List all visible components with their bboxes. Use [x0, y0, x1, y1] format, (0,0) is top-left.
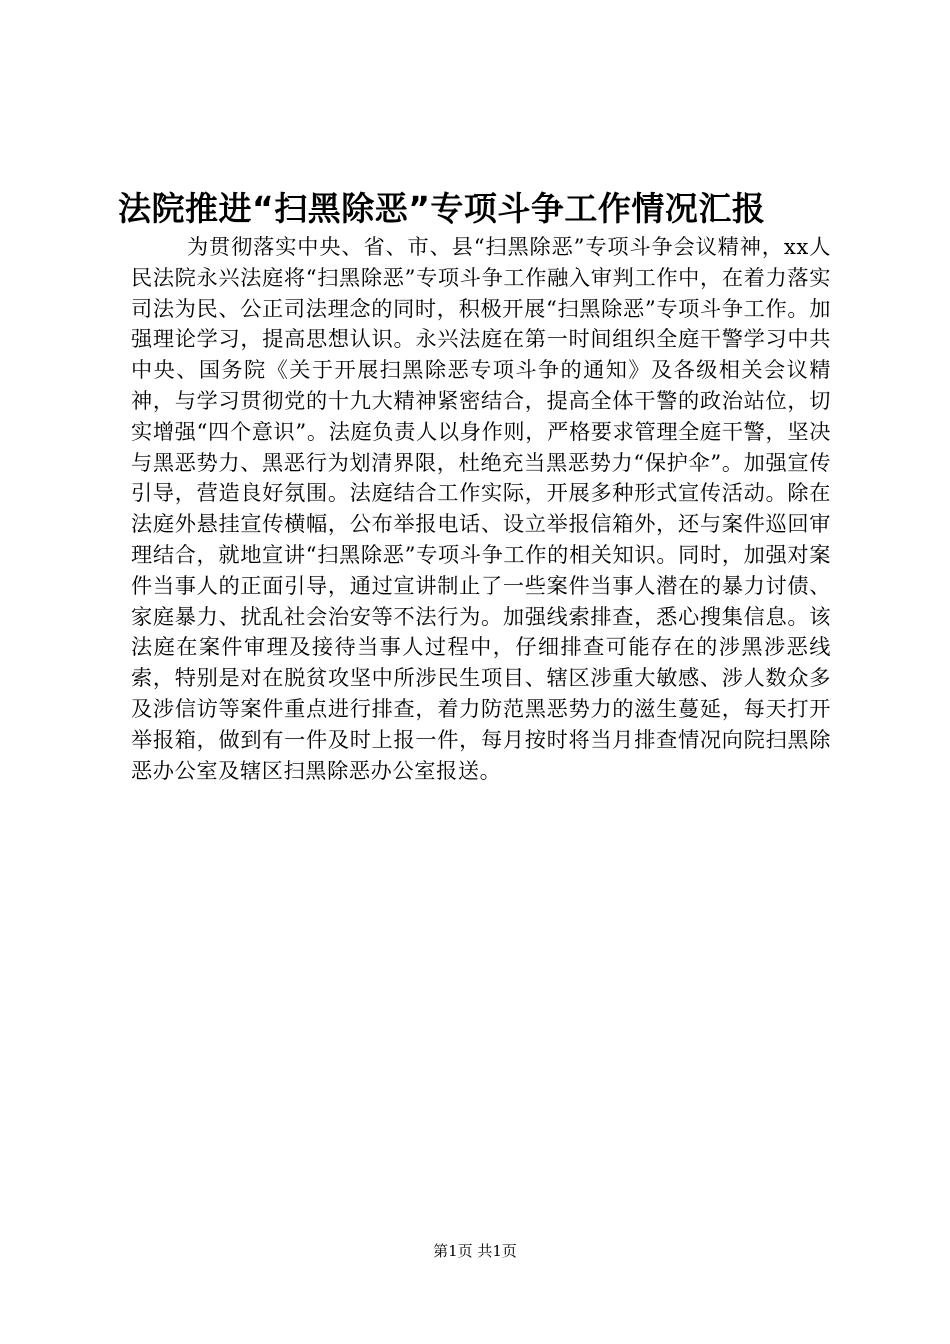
document-body-paragraph: 为贯彻落实中央、省、市、县“扫黑除恶”专项斗争会议精神，xx人民法院永兴法庭将“扫黑除恶”专项斗争工作融入审判工作中，在着力落实司法为民、公正司法理念的同时，积极开展“扫黑除恶”专项斗争工作。加强理论学习，提高思想认识。永兴法庭在第一时间组织全庭干警学习中共中央、国务院《关于开展扫黑除恶专项斗争的通知》及各级相关会议精神，与学习贯彻党的十九大精神紧密结合，提高全体干警的政治站位，切实增强“四个意识”。法庭负责人以身作则，严格要求管理全庭干警，坚决与黑恶势力、黑恶行为划清界限，杜绝充当黑恶势力“保护伞”。加强宣传引导，营造良好氛围。法庭结合工作实际，开展多种形式宣传活动。除在法庭外悬挂宣传横幅，公布举报电话、设立举报信箱外，还与案件巡回审理结合，就地宣讲“扫黑除恶”专项斗争工作的相关知识。同时，加强对案件当事人的正面引导，通过宣讲制止了一些案件当事人潜在的暴力讨债、家庭暴力、扰乱社会治安等不法行为。加强线索排查，悉心搜集信息。该法庭在案件审理及接待当事人过程中，仔细排查可能存在的涉黑涉恶线索，特别是对在脱贫攻坚中所涉民生项目、辖区涉重大敏感、涉人数众多及涉信访等案件重点进行排查，着力防范黑恶势力的滋生蔓延，每天打开举报箱，做到有一件及时上报一件，每月按时将当月排查情况向院扫黑除恶办公室及辖区扫黑除恶办公室报送。 [131, 234, 831, 783]
document-title: 法院推进“扫黑除恶”专项斗争工作情况汇报 [118, 189, 766, 228]
page-footer: 第1页 共1页 [433, 1242, 517, 1260]
